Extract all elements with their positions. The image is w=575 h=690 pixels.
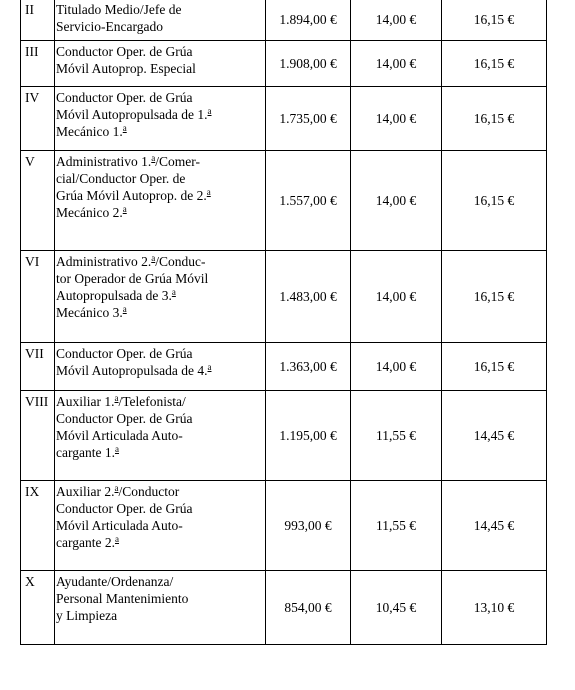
category-cell: [55, 481, 266, 571]
amount-2-cell: 11,55 €: [351, 391, 442, 481]
amount-2-cell: 14,00 €: [351, 41, 442, 87]
table-row: [21, 391, 547, 481]
category-cell: [55, 343, 266, 391]
level-cell: VI: [21, 251, 55, 343]
category-cell: [55, 0, 266, 41]
amount-2-cell: 14,00 €: [351, 0, 442, 41]
salary-base-cell: 1.363,00 €: [266, 343, 351, 391]
ordinal-indicator: a: [151, 153, 156, 163]
level-cell: IV: [21, 87, 55, 151]
table-row: [21, 343, 547, 391]
level-cell: II: [21, 0, 55, 41]
category-line: Personal Mantenimiento: [56, 591, 189, 606]
category-line: Móvil Autopropulsada de 4.$^a$: [56, 362, 212, 378]
salary-base-cell: 1.195,00 €: [266, 391, 351, 481]
category-line: Ayudante/Ordenanza/: [56, 574, 174, 589]
category-line: Administrativo 2.$^a$/Conduc-: [56, 253, 206, 269]
ordinal-indicator: a: [114, 483, 119, 493]
amount-3-cell: 16,15 €: [442, 151, 547, 251]
ordinal-indicator: a: [122, 304, 127, 314]
amount-3-cell: 16,15 €: [442, 87, 547, 151]
category-line: Móvil Articulada Auto-: [56, 518, 183, 533]
level-cell: X: [21, 571, 55, 645]
amount-2-cell: 14,00 €: [351, 343, 442, 391]
category-cell: [55, 571, 266, 645]
amount-3-cell: 14,45 €: [442, 481, 547, 571]
level-cell: III: [21, 41, 55, 87]
ordinal-indicator: a: [207, 362, 212, 372]
amount-2-cell: 14,00 €: [351, 87, 442, 151]
amount-2-cell: 10,45 €: [351, 571, 442, 645]
category-line: tor Operador de Grúa Móvil: [56, 271, 209, 286]
ordinal-indicator: a: [122, 123, 127, 133]
category-line: Conductor Oper. de Grúa: [56, 346, 193, 361]
category-line: Auxiliar 1.$^a$/Telefonista/: [56, 393, 186, 409]
amount-3-cell: 13,10 €: [442, 571, 547, 645]
category-cell: [55, 391, 266, 481]
category-cell: [55, 87, 266, 151]
table-row: [21, 151, 547, 251]
amount-3-cell: 16,15 €: [442, 251, 547, 343]
amount-2-cell: 11,55 €: [351, 481, 442, 571]
category-line: Servicio-Encargado: [56, 19, 163, 34]
category-line: Conductor Oper. de Grúa: [56, 501, 193, 516]
table-row: [21, 481, 547, 571]
level-cell: VIII: [21, 391, 55, 481]
category-line: Autopropulsada de 3.$^a$: [56, 287, 176, 303]
category-line: Grúa Móvil Autoprop. de 2.$^a$: [56, 187, 211, 203]
amount-2-cell: 14,00 €: [351, 151, 442, 251]
category-cell: [55, 251, 266, 343]
category-line: cargante 1.$^a$: [56, 444, 119, 460]
category-line: cial/Conductor Oper. de: [56, 171, 186, 186]
amount-3-cell: 16,15 €: [442, 41, 547, 87]
salary-base-cell: 1.894,00 €: [266, 0, 351, 41]
table-row: [21, 87, 547, 151]
amount-3-cell: 16,15 €: [442, 343, 547, 391]
salary-table-body: [21, 0, 547, 645]
table-row: [21, 41, 547, 87]
ordinal-indicator: a: [114, 444, 119, 454]
level-cell: IX: [21, 481, 55, 571]
category-line: Móvil Autoprop. Especial: [56, 61, 196, 76]
table-row: [21, 251, 547, 343]
category-line: cargante 2.$^a$: [56, 534, 119, 550]
amount-2-cell: 14,00 €: [351, 251, 442, 343]
category-line: Administrativo 1.$^a$/Comer-: [56, 153, 200, 169]
category-cell: [55, 151, 266, 251]
ordinal-indicator: a: [171, 287, 176, 297]
category-line: Móvil Autopropulsada de 1.$^a$: [56, 106, 212, 122]
salary-base-cell: 1.908,00 €: [266, 41, 351, 87]
category-line: Auxiliar 2.$^a$/Conductor: [56, 483, 180, 499]
category-line: Mecánico 1.$^a$: [56, 123, 127, 139]
ordinal-indicator: a: [207, 106, 212, 116]
amount-3-cell: 14,45 €: [442, 391, 547, 481]
salary-base-cell: 1.557,00 €: [266, 151, 351, 251]
salary-base-cell: 1.483,00 €: [266, 251, 351, 343]
category-line: Mecánico 3.$^a$: [56, 304, 127, 320]
category-cell: [55, 41, 266, 87]
amount-3-cell: 16,15 €: [442, 0, 547, 41]
salary-base-cell: 993,00 €: [266, 481, 351, 571]
salary-base-cell: 854,00 €: [266, 571, 351, 645]
ordinal-indicator: a: [114, 534, 119, 544]
category-line: Conductor Oper. de Grúa: [56, 44, 193, 59]
salary-base-cell: 1.735,00 €: [266, 87, 351, 151]
level-cell: VII: [21, 343, 55, 391]
level-cell: V: [21, 151, 55, 251]
category-line: Titulado Medio/Jefe de: [56, 2, 182, 17]
category-line: Conductor Oper. de Grúa: [56, 90, 193, 105]
ordinal-indicator: a: [206, 187, 211, 197]
table-row: [21, 571, 547, 645]
table-row: [21, 0, 547, 41]
ordinal-indicator: a: [114, 393, 119, 403]
category-line: Mecánico 2.$^a$: [56, 204, 127, 220]
salary-table: [20, 0, 547, 645]
category-line: Móvil Articulada Auto-: [56, 428, 183, 443]
category-line: Conductor Oper. de Grúa: [56, 411, 193, 426]
category-line: y Limpieza: [56, 608, 118, 623]
ordinal-indicator: a: [122, 204, 127, 214]
ordinal-indicator: a: [151, 253, 156, 263]
